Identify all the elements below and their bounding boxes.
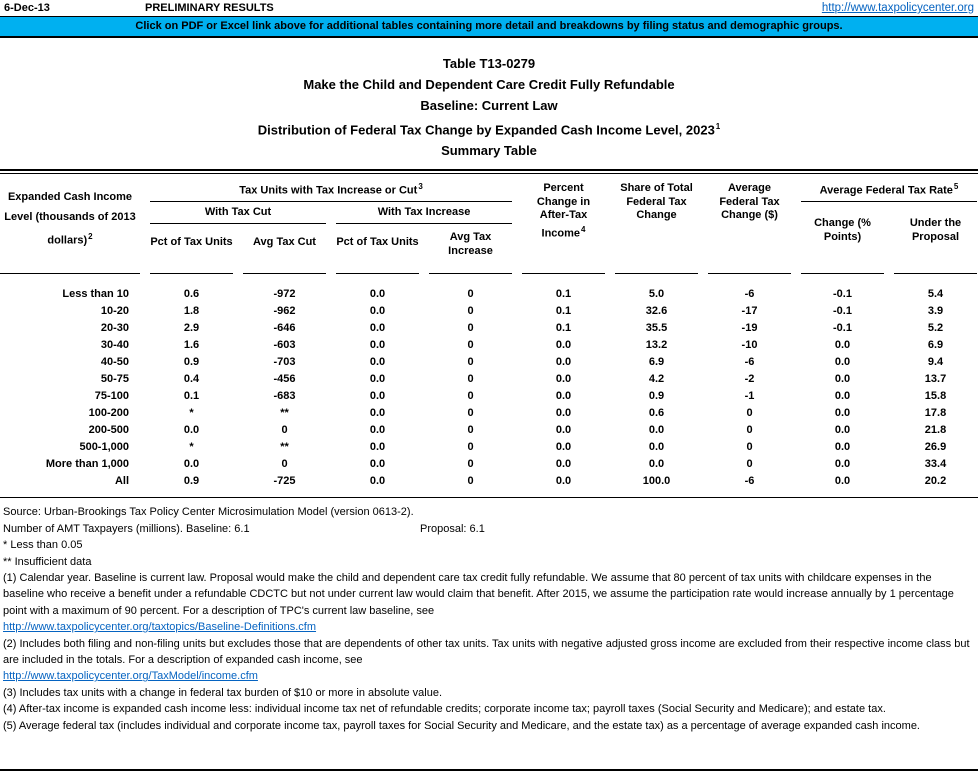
table-cell: 0 (467, 305, 474, 318)
table-cell: 0 (467, 458, 474, 471)
table-cell: 26.9 (924, 441, 947, 454)
row-label: 500-1,000 (79, 441, 129, 454)
row-label: 10-20 (100, 305, 129, 318)
table-cell: * (189, 441, 194, 454)
table-cell: 5.0 (648, 288, 665, 301)
table-cell: 13.7 (924, 373, 947, 386)
table-row (0, 286, 978, 303)
table-cell: 0.0 (834, 458, 851, 471)
row-label: 75-100 (94, 390, 129, 403)
table-cell: 0.0 (369, 390, 386, 403)
table-row (0, 473, 978, 490)
table-cell: 0.6 (183, 288, 200, 301)
footnote-5: (5) Average federal tax (includes individual and corporate income tax, payroll taxes for Social Security and Medicare, and the estate tax) as a percentage of average expanded cash income. (3, 719, 920, 732)
table-cell: 4.2 (648, 373, 665, 386)
table-number-title: Table T13-0279 (442, 56, 536, 71)
table-cell: 0.0 (555, 407, 572, 420)
header-underline (708, 273, 791, 274)
table-cell: -683 (273, 390, 296, 403)
table-cell: 2.9 (183, 322, 200, 335)
column-header-rate-under-proposal: Under the Proposal (909, 217, 962, 243)
top-bar (0, 0, 978, 16)
summary-table (0, 169, 978, 498)
table-cell: 0.0 (555, 458, 572, 471)
table-cell: 17.8 (924, 407, 947, 420)
table-cell: -603 (273, 339, 296, 352)
table-cell: 0 (746, 424, 753, 437)
table-cell: 33.4 (924, 458, 947, 471)
table-cell: 0.0 (369, 475, 386, 488)
table-cell: ** (280, 441, 289, 454)
table-cell: 0 (467, 424, 474, 437)
table-cell: -0.1 (833, 305, 852, 318)
column-header-expanded-cash-income: Expanded Cash Income Level (thousands of 2013 dollars)$^2$ (4, 191, 136, 247)
table-cell: 0.0 (555, 390, 572, 403)
table-cell: 0.6 (648, 407, 665, 420)
table-cell: 0.9 (183, 356, 200, 369)
footnotes (0, 498, 978, 734)
table-cell: 0.0 (834, 441, 851, 454)
info-banner: Click on PDF or Excel link above for additional tables containing more detail and breakdowns by filing status and demographic groups. (0, 16, 978, 38)
table-cell: 0.0 (834, 424, 851, 437)
header-underline (522, 273, 605, 274)
table-cell: 0 (281, 424, 288, 437)
table-cell: 0.0 (648, 458, 665, 471)
row-label: 40-50 (100, 356, 129, 369)
column-header-avg-federal-tax-change: Average Federal Tax Change ($) (719, 182, 780, 222)
baseline-definitions-link[interactable]: http://www.taxpolicycenter.org/taxtopics/Baseline-Definitions.cfm (3, 621, 317, 634)
table-cell: 0.0 (369, 322, 386, 335)
income-definition-link[interactable]: http://www.taxpolicycenter.org/TaxModel/income.cfm (3, 670, 258, 683)
table-row (0, 320, 978, 337)
table-cell: 0.0 (369, 356, 386, 369)
row-label: 50-75 (100, 373, 129, 386)
footnote-double-asterisk: ** Insufficient data (3, 555, 92, 568)
table-cell: 0.0 (648, 441, 665, 454)
table-cell: 5.2 (927, 322, 944, 335)
table-cell: 0.0 (555, 441, 572, 454)
table-row (0, 337, 978, 354)
table-cell: 0 (467, 475, 474, 488)
table-cell: 0 (467, 322, 474, 335)
table-cell: 13.2 (645, 339, 668, 352)
table-cell: 0.1 (555, 322, 572, 335)
table-cell: -456 (273, 373, 296, 386)
footnote-1: (1) Calendar year. Baseline is current law. Proposal would make the child and dependent care tax credit fully refundable. We assume that 80 percent of tax units with childcare expenses in the baseline who receive a benefit under a refundable CDCTC but not under current law would claim that benefit. After 2015, we assume the participation rate would increase annually by 1 percentage point with a maximum of 90 percent. For a description of TPC's current law baseline, see (3, 571, 954, 617)
table-cell: 0.1 (183, 390, 200, 403)
header-underline (243, 273, 326, 274)
table-cell: 0.0 (183, 458, 200, 471)
table-cell: -703 (273, 356, 296, 369)
table-cell: 0.0 (834, 407, 851, 420)
table-cell: -6 (744, 356, 755, 369)
proposal-title: Make the Child and Dependent Care Credit Fully Refundable (303, 77, 675, 92)
group-header-with-tax-cut: With Tax Cut (204, 206, 272, 219)
table-cell: 0.0 (369, 441, 386, 454)
table-cell: -1 (744, 390, 755, 403)
row-label: Less than 10 (62, 288, 129, 301)
table-cell: 6.9 (927, 339, 944, 352)
table-row (0, 303, 978, 320)
header-underline (0, 273, 140, 274)
table-cell: 0.9 (183, 475, 200, 488)
table-row (0, 439, 978, 456)
source-note: Source: Urban-Brookings Tax Policy Center Microsimulation Model (version 0613-2). (3, 506, 414, 519)
table-cell: 100.0 (642, 475, 671, 488)
header-underline (336, 273, 419, 274)
table-cell: 0 (467, 407, 474, 420)
table-cell: 0.0 (369, 424, 386, 437)
header-underline (894, 273, 977, 274)
table-cell: -6 (744, 475, 755, 488)
table-cell: 5.4 (927, 288, 944, 301)
date-label: 6-Dec-13 (4, 2, 50, 14)
table-cell: -646 (273, 322, 296, 335)
group-header-avg-federal-tax-rate: Average Federal Tax Rate$^5$ (819, 182, 959, 197)
table-cell: 0.0 (369, 407, 386, 420)
baseline-title: Baseline: Current Law (420, 98, 558, 113)
footnote-asterisk: * Less than 0.05 (3, 539, 83, 552)
footnote-2: (2) Includes both filing and non-filing units but excludes those that are dependents of other tax units. Tax units with negative adjusted gross income are excluded from their respective income class but are included in the totals. For a description of expanded cash income, see (3, 637, 970, 666)
row-label: 200-500 (88, 424, 129, 437)
header-underline (801, 273, 884, 274)
table-cell: ** (280, 407, 289, 420)
table-cell: 1.6 (183, 339, 200, 352)
distribution-title: Distribution of Federal Tax Change by Expanded Cash Income Level, 2023$^1$ (257, 122, 721, 138)
table-cell: 0 (467, 390, 474, 403)
table-cell: -2 (744, 373, 755, 386)
table-cell: -0.1 (833, 288, 852, 301)
table-cell: -6 (744, 288, 755, 301)
table-cell: -972 (273, 288, 296, 301)
table-cell: 0.0 (369, 339, 386, 352)
table-cell: 0.0 (369, 458, 386, 471)
table-cell: 0 (746, 441, 753, 454)
table-row (0, 354, 978, 371)
table-cell: 0.0 (369, 305, 386, 318)
table-cell: -17 (741, 305, 758, 318)
table-cell: 0.0 (369, 288, 386, 301)
table-cell: 0.0 (555, 373, 572, 386)
table-cell: 6.9 (648, 356, 665, 369)
table-cell: 0 (746, 407, 753, 420)
table-body (0, 286, 978, 490)
amt-baseline-count: Number of AMT Taxpayers (millions). Baseline: 6.1 (3, 522, 250, 535)
table-cell: 0.1 (555, 305, 572, 318)
header-underline (150, 273, 233, 274)
table-top-double-rule (0, 169, 978, 174)
row-label: 20-30 (100, 322, 129, 335)
amt-proposal-count: Proposal: 6.1 (420, 522, 485, 535)
footnote-3: (3) Includes tax units with a change in federal tax burden of $10 or more in absolute value. (3, 686, 443, 699)
summary-table-title: Summary Table (441, 143, 537, 159)
table-cell: 0.0 (834, 339, 851, 352)
tpc-site-link[interactable]: http://www.taxpolicycenter.org (821, 2, 974, 14)
title-block (0, 53, 978, 161)
table-cell: 0.0 (834, 373, 851, 386)
table-cell: 0.0 (834, 475, 851, 488)
table-cell: 35.5 (645, 322, 668, 335)
table-cell: 0.0 (555, 356, 572, 369)
table-cell: 0 (746, 458, 753, 471)
row-label: 30-40 (100, 339, 129, 352)
header-underline (429, 273, 512, 274)
column-header-pct-change-after-tax-income: Percent Change in After-Tax Income$^4$ (536, 182, 591, 240)
table-cell: 3.9 (927, 305, 944, 318)
table-cell: 0 (467, 339, 474, 352)
table-cell: 0.0 (555, 339, 572, 352)
table-row (0, 422, 978, 439)
table-row (0, 371, 978, 388)
row-label: All (114, 475, 129, 488)
preliminary-results-label: PRELIMINARY RESULTS (145, 2, 274, 14)
table-cell: -19 (741, 322, 758, 335)
table-cell: 0 (281, 458, 288, 471)
table-cell: 0.0 (834, 356, 851, 369)
table-cell: 0.4 (183, 373, 200, 386)
column-header-rate-change-points: Change (% Points) (814, 217, 871, 243)
column-header-share-total-federal-tax-change: Share of Total Federal Tax Change (620, 182, 693, 222)
header-underline (615, 273, 698, 274)
table-cell: -725 (273, 475, 296, 488)
table-cell: * (189, 407, 194, 420)
table-cell: -962 (273, 305, 296, 318)
table-cell: 0.9 (648, 390, 665, 403)
footnote-4: (4) After-tax income is expanded cash income less: individual income tax net of refundable credits; corporate income tax; payroll taxes (Social Security and Medicare); and estate tax. (3, 703, 886, 716)
table-cell: 32.6 (645, 305, 668, 318)
group-header-tax-units-increase-or-cut: Tax Units with Tax Increase or Cut$^3$ (239, 182, 423, 197)
table-cell: 0.0 (555, 475, 572, 488)
column-header-pct-tax-units-increase: Pct of Tax Units (336, 235, 419, 248)
table-cell: 9.4 (927, 356, 944, 369)
table-cell: -10 (741, 339, 758, 352)
column-header-avg-tax-cut: Avg Tax Cut (253, 235, 316, 248)
table-cell: 0 (467, 356, 474, 369)
row-label: More than 1,000 (45, 458, 129, 471)
table-cell: 0.0 (369, 373, 386, 386)
amt-taxpayers-note (3, 521, 975, 537)
table-cell: 15.8 (924, 390, 947, 403)
column-header-avg-tax-increase: Avg Tax Increase (448, 231, 493, 257)
table-cell: 20.2 (924, 475, 947, 488)
row-label: 100-200 (88, 407, 129, 420)
table-cell: 0.0 (648, 424, 665, 437)
table-cell: 21.8 (924, 424, 947, 437)
table-cell: 0.0 (555, 424, 572, 437)
table-cell: 0 (467, 441, 474, 454)
table-cell: 0.1 (555, 288, 572, 301)
table-row (0, 388, 978, 405)
column-header-pct-tax-units-cut: Pct of Tax Units (150, 235, 233, 248)
table-row (0, 405, 978, 422)
table-header (0, 176, 978, 274)
group-header-with-tax-increase: With Tax Increase (377, 206, 471, 219)
table-cell: 0 (467, 373, 474, 386)
table-cell: 0 (467, 288, 474, 301)
table-row (0, 456, 978, 473)
table-cell: 0.0 (183, 424, 200, 437)
table-cell: 0.0 (834, 390, 851, 403)
table-cell: 1.8 (183, 305, 200, 318)
table-cell: -0.1 (833, 322, 852, 335)
